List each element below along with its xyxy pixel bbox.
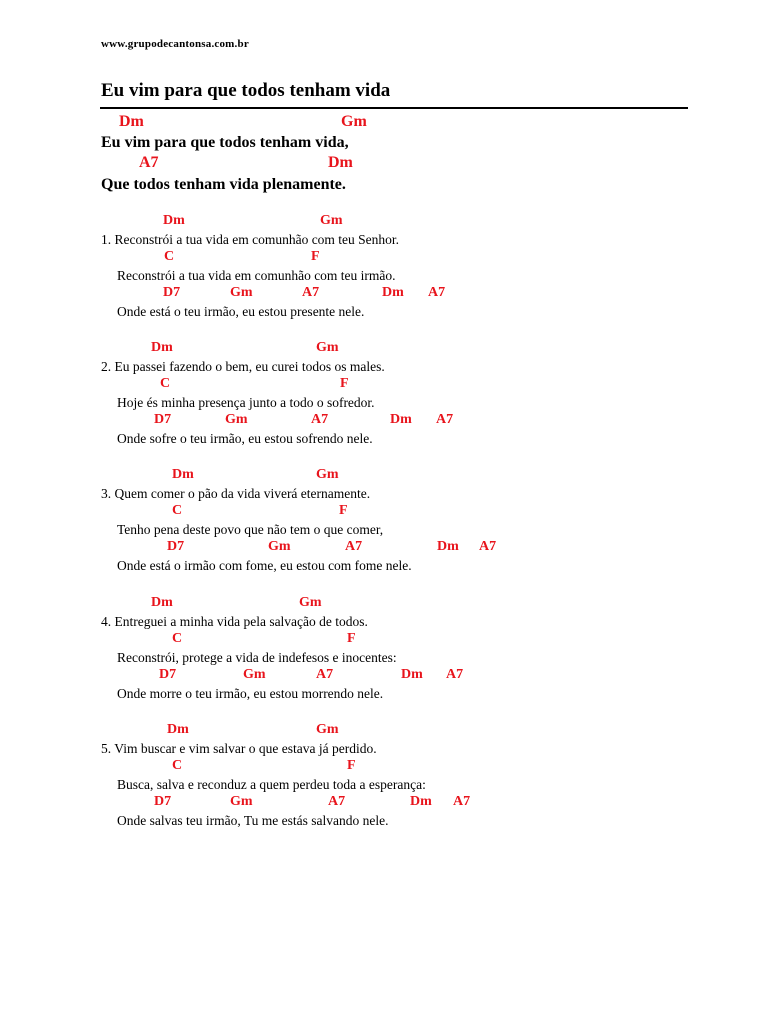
chord-label: D7 [159, 667, 177, 682]
song-title: Eu vim para que todos tenham vida [101, 80, 391, 101]
chord-label: Dm [328, 154, 353, 171]
chord-label: Gm [341, 113, 367, 130]
verse-lyric-line: Onde está o irmão com fome, eu estou com fome nele. [117, 558, 412, 573]
chord-label: Dm [167, 722, 189, 737]
chord-label: Dm [119, 113, 144, 130]
chord-label: Dm [151, 340, 173, 355]
chord-label: C [172, 758, 183, 773]
chord-label: F [347, 758, 356, 773]
verse-lyric-line: Reconstrói a tua vida em comunhão com teu irmão. [117, 268, 396, 283]
chord-label: Gm [225, 412, 248, 427]
chord-label: A7 [311, 412, 329, 427]
verse-lyric-line: Onde morre o teu irmão, eu estou morrendo nele. [117, 686, 384, 701]
chord-label: Dm [390, 412, 412, 427]
chord-label: Gm [243, 667, 266, 682]
verse-lyric-line: Onde está o teu irmão, eu estou presente nele. [117, 304, 365, 319]
chord-label: D7 [154, 794, 172, 809]
chord-label: A7 [345, 539, 363, 554]
chord-label: Gm [230, 285, 253, 300]
chorus-lyric-line: Que todos tenham vida plenamente. [101, 176, 346, 193]
chord-label: A7 [428, 285, 446, 300]
chord-label: D7 [154, 412, 172, 427]
verse-lyric-line: 4. Entreguei a minha vida pela salvação de todos. [101, 614, 368, 629]
chord-label: Gm [299, 595, 322, 610]
chord-label: Gm [320, 213, 343, 228]
verse-lyric-line: Busca, salva e reconduz a quem perdeu toda a esperança: [117, 777, 426, 792]
chord-label: A7 [446, 667, 464, 682]
verse-lyric-line: Onde sofre o teu irmão, eu estou sofrendo nele. [117, 431, 373, 446]
chord-label: Gm [316, 722, 339, 737]
chord-label: F [311, 249, 320, 264]
chord-label: F [339, 503, 348, 518]
verse-lyric-line: 2. Eu passei fazendo o bem, eu curei todos os males. [101, 359, 385, 374]
chord-label: A7 [436, 412, 454, 427]
chord-label: Dm [382, 285, 404, 300]
chord-label: F [340, 376, 349, 391]
chord-label: C [164, 249, 175, 264]
chord-label: Gm [268, 539, 291, 554]
chord-label: A7 [316, 667, 334, 682]
chord-label: Dm [437, 539, 459, 554]
verse-lyric-line: Tenho pena deste povo que não tem o que comer, [117, 522, 384, 537]
chord-label: Gm [316, 340, 339, 355]
chord-label: C [172, 631, 183, 646]
chord-label: A7 [139, 154, 159, 171]
verse-lyric-line: 1. Reconstrói a tua vida em comunhão com teu Senhor. [101, 232, 400, 247]
chord-label: Dm [172, 467, 194, 482]
chord-label: A7 [302, 285, 320, 300]
chord-label: Dm [410, 794, 432, 809]
chord-label: Gm [316, 467, 339, 482]
chord-label: A7 [453, 794, 471, 809]
chord-label: C [172, 503, 183, 518]
chord-label: Gm [230, 794, 253, 809]
chord-label: Dm [163, 213, 185, 228]
chord-label: D7 [163, 285, 181, 300]
chord-label: Dm [401, 667, 423, 682]
chord-label: D7 [167, 539, 185, 554]
verse-lyric-line: Onde salvas teu irmão, Tu me estás salvando nele. [117, 813, 389, 828]
chord-label: F [347, 631, 356, 646]
chord-label: C [160, 376, 171, 391]
website-url: www.grupodecantonsa.com.br [101, 38, 249, 50]
verse-lyric-line: Reconstrói, protege a vida de indefesos e inocentes: [117, 650, 397, 665]
chord-label: A7 [479, 539, 497, 554]
verse-lyric-line: Hoje és minha presença junto a todo o sofredor. [117, 395, 375, 410]
title-divider [100, 107, 688, 109]
verse-lyric-line: 3. Quem comer o pão da vida viverá eternamente. [101, 486, 371, 501]
chord-label: Dm [151, 595, 173, 610]
chord-label: A7 [328, 794, 346, 809]
verse-lyric-line: 5. Vim buscar e vim salvar o que estava já perdido. [101, 741, 377, 756]
chorus-lyric-line: Eu vim para que todos tenham vida, [101, 134, 349, 151]
